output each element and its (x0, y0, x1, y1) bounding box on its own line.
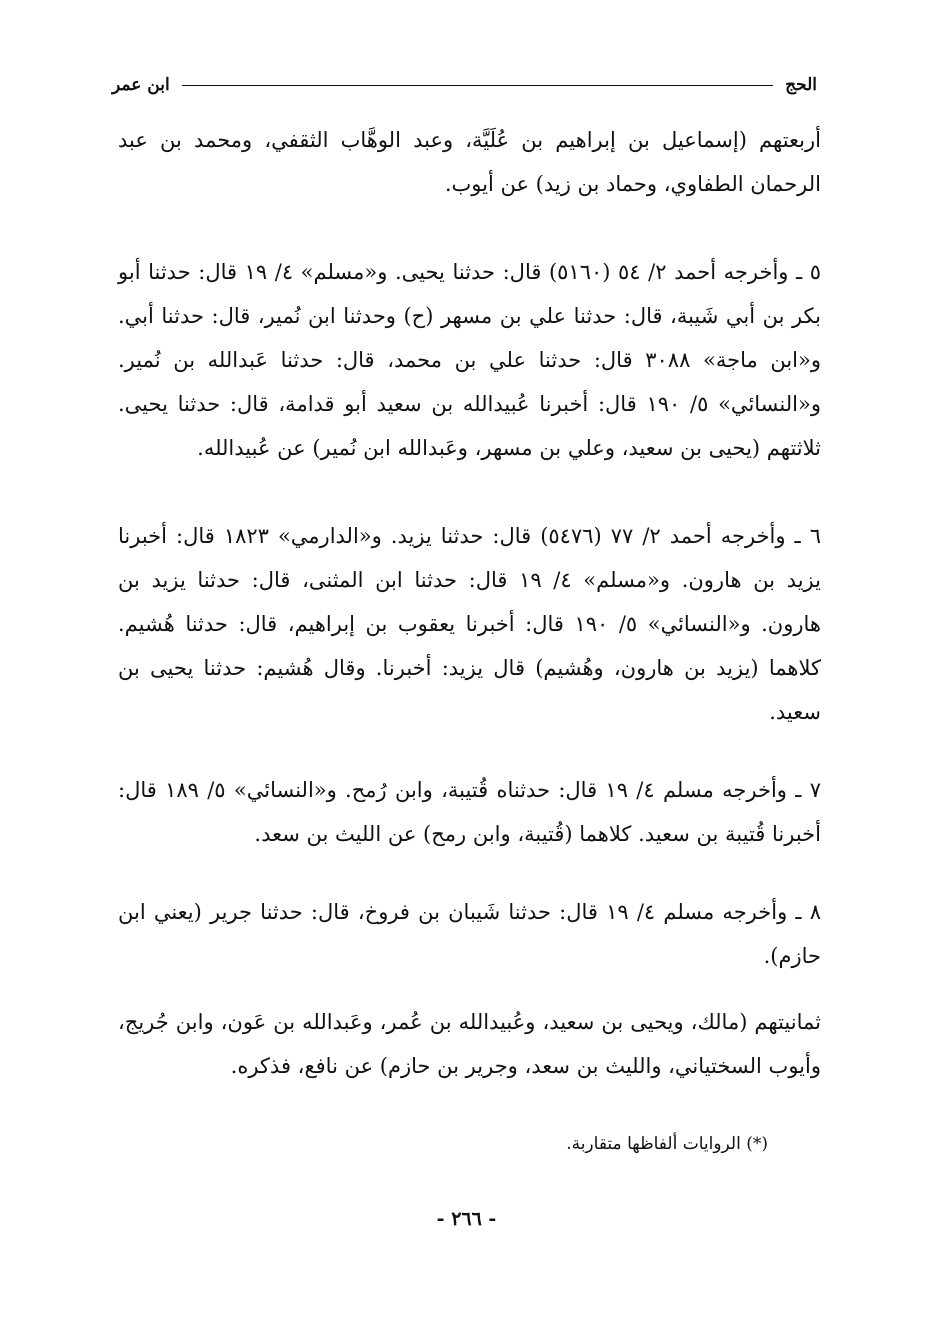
header-rule (182, 85, 773, 86)
paragraph-5: ٥ ـ وأخرجه أحمد ٢/ ٥٤ (٥١٦٠) قال: حدثنا يحيى. و«مسلم» ٤/ ١٩ قال: حدثنا أبو بكر بن أبي شَيبة، قال: حدثنا علي بن مسهر (ح) وحدثنا ابن نُمير، قال: حدثنا أبي. و«ابن ماجة» ٣٠٨٨ قال: حدثنا علي بن محمد، قال: حدثنا عَبدالله بن نُمير. و«النسائي» ٥/ ١٩٠ قال: أخبرنا عُبيدالله بن سعيد أبو قدامة، قال: حدثنا يحيى. ثلاثتهم (يحيى بن سعيد، وعلي بن مسهر، وعَبدالله ابن نُمير) عن عُبيدالله. (118, 260, 821, 460)
paragraph-intro: أربعتهم (إسماعيل بن إبراهيم بن عُلَيَّة، وعبد الوهَّاب الثقفي، ومحمد بن عبد الرحمان الطفاوي، وحماد بن زيد) عن أيوب. (118, 128, 821, 196)
chapter-title: الحج (785, 75, 817, 95)
main-text (118, 118, 821, 1088)
paragraph-8: ٨ ـ وأخرجه مسلم ٤/ ١٩ قال: حدثنا شَيبان بن فروخ، قال: حدثنا جرير (يعني ابن حازم). (118, 900, 821, 968)
paragraph-6: ٦ ـ وأخرجه أحمد ٢/ ٧٧ (٥٤٧٦) قال: حدثنا يزيد. و«الدارمي» ١٨٢٣ قال: أخبرنا يزيد بن هارون. و«مسلم» ٤/ ١٩ قال: حدثنا ابن المثنى، قال: حدثنا يزيد بن هارون. و«النسائي» ٥/ ١٩٠ قال: أخبرنا يعقوب بن إبراهيم، قال: حدثنا هُشيم. كلاهما (يزيد بن هارون، وهُشيم) قال يزيد: أخبرنا. وقال هُشيم: حدثنا يحيى بن سعيد. (118, 524, 821, 724)
page-number: - ٢٦٦ - (436, 1208, 497, 1230)
footnote: (*) الروايات ألفاظها متقاربة. (566, 1134, 768, 1154)
narrator-title: ابن عمر (112, 75, 170, 95)
paragraph-conclusion: ثمانيتهم (مالك، ويحيى بن سعيد، وعُبيدالله بن عُمر، وعَبدالله بن عَون، وابن جُريج، وأيوب السختياني، والليث بن سعد، وجرير بن حازم) عن نافع، فذكره. (118, 1010, 821, 1078)
paragraph-7: ٧ ـ وأخرجه مسلم ٤/ ١٩ قال: حدثناه قُتيبة، وابن رُمح. و«النسائي» ٥/ ١٨٩ قال: أخبرنا قُتيبة بن سعيد. كلاهما (قُتيبة، وابن رمح) عن الليث بن سعد. (118, 778, 821, 846)
running-header (112, 70, 817, 100)
